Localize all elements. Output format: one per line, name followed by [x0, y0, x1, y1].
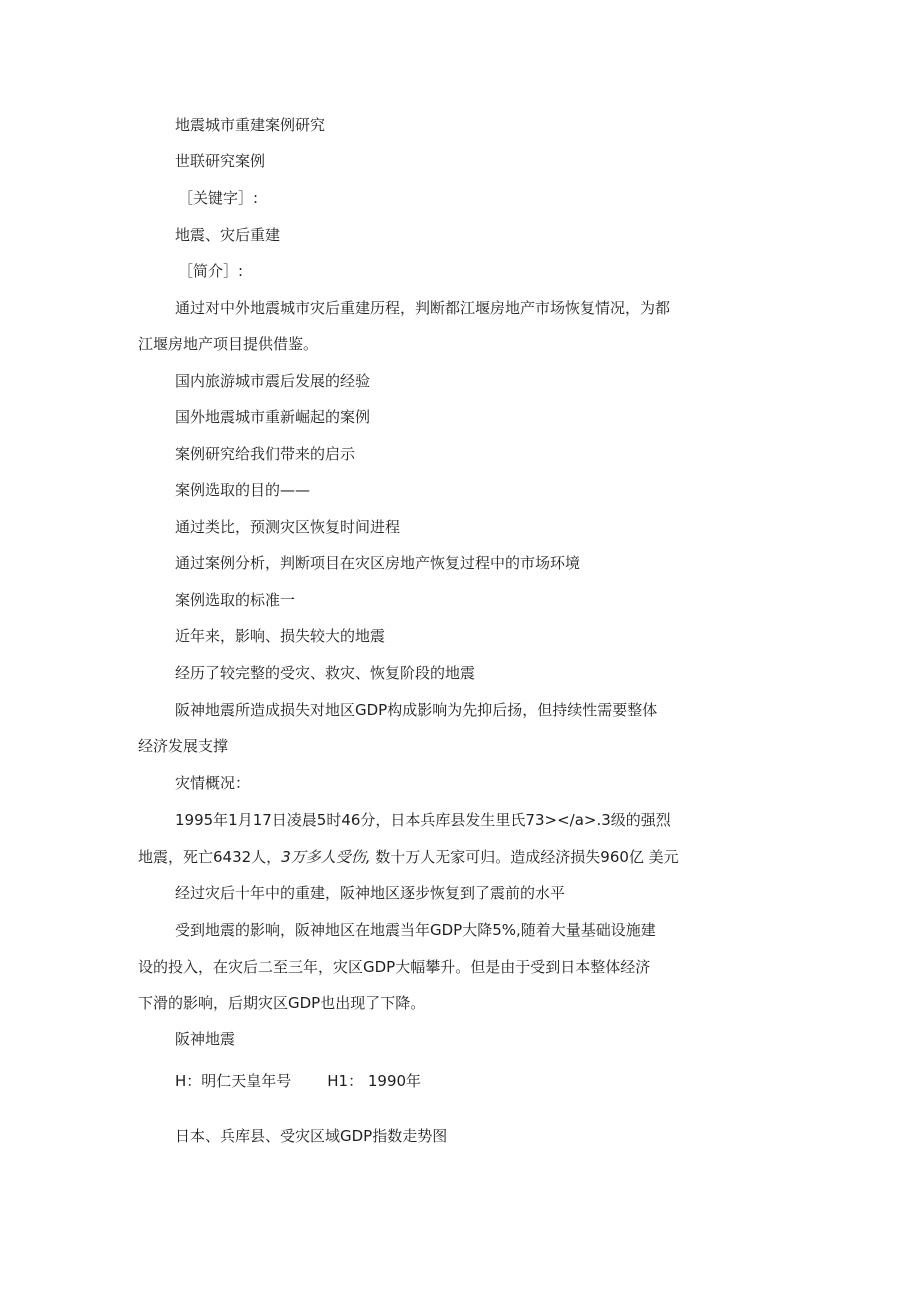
criteria-item: 近年来，影响、损失较大的地震 — [175, 627, 386, 645]
finding-line: 经济发展支撑 — [138, 737, 229, 755]
recovery-line: 经过灾后十年中的重建，阪神地区逐步恢复到了震前的水平 — [175, 884, 566, 902]
situation-label: 灾情概况： — [175, 774, 251, 792]
criteria-item: 经历了较完整的受灾、救灾、恢复阶段的地震 — [175, 664, 476, 682]
situation-text: 地震，死亡6432人， — [138, 848, 282, 866]
outline-item: 国内旅游城市震后发展的经验 — [175, 372, 371, 390]
outline-item: 案例研究给我们带来的启示 — [175, 445, 356, 463]
h-label: H：明仁天皇年号 — [175, 1072, 292, 1090]
h1-label: H1： 1990年 — [327, 1072, 422, 1090]
purpose-heading: 案例选取的目的—— — [175, 481, 311, 499]
situation-line — [138, 847, 679, 867]
keywords-label: ［关键字］: — [178, 189, 259, 207]
outline-item: 国外地震城市重新崛起的案例 — [175, 408, 371, 426]
era-label-row — [175, 1071, 421, 1091]
doc-subtitle: 世联研究案例 — [175, 152, 266, 170]
gdp-line: 设的投入，在灾后二至三年，灾区GDP大幅攀升。但是由于受到日本整体经济 — [138, 958, 651, 976]
intro-paragraph-line: 江堰房地产项目提供借鉴。 — [138, 335, 319, 353]
criteria-heading: 案例选取的标准一 — [175, 591, 296, 609]
gdp-line: 下滑的影响，后期灾区GDP也出现了下降。 — [138, 994, 426, 1012]
section-heading: 阪神地震 — [175, 1030, 236, 1048]
doc-title: 地震城市重建案例研究 — [175, 116, 326, 134]
gdp-line: 受到地震的影响，阪神地区在地震当年GDP大降5%,随着大量基础设施建 — [175, 921, 656, 939]
intro-paragraph-line: 通过对中外地震城市灾后重建历程，判断都江堰房地产市场恢复情况，为都 — [175, 299, 671, 317]
chart-caption: 日本、兵库县、受灾区域GDP指数走势图 — [175, 1127, 448, 1145]
purpose-item: 通过案例分析，判断项目在灾区房地产恢复过程中的市场环境 — [175, 554, 581, 572]
situation-text: 数十万人无家可归。造成经济损失960亿 美元 — [370, 848, 679, 866]
finding-line: 阪神地震所造成损失对地区GDP构成影响为先抑后扬，但持续性需要整体 — [175, 701, 658, 719]
situation-line: 1995年1月17日凌晨5时46分，日本兵库县发生里氏73></a>.3级的强烈 — [175, 811, 671, 829]
injured-text: 3万多人受伤, — [281, 848, 371, 866]
purpose-item: 通过类比，预测灾区恢复时间进程 — [175, 518, 401, 536]
intro-label: ［简介］: — [178, 262, 244, 280]
keywords-text: 地震、灾后重建 — [175, 226, 281, 244]
